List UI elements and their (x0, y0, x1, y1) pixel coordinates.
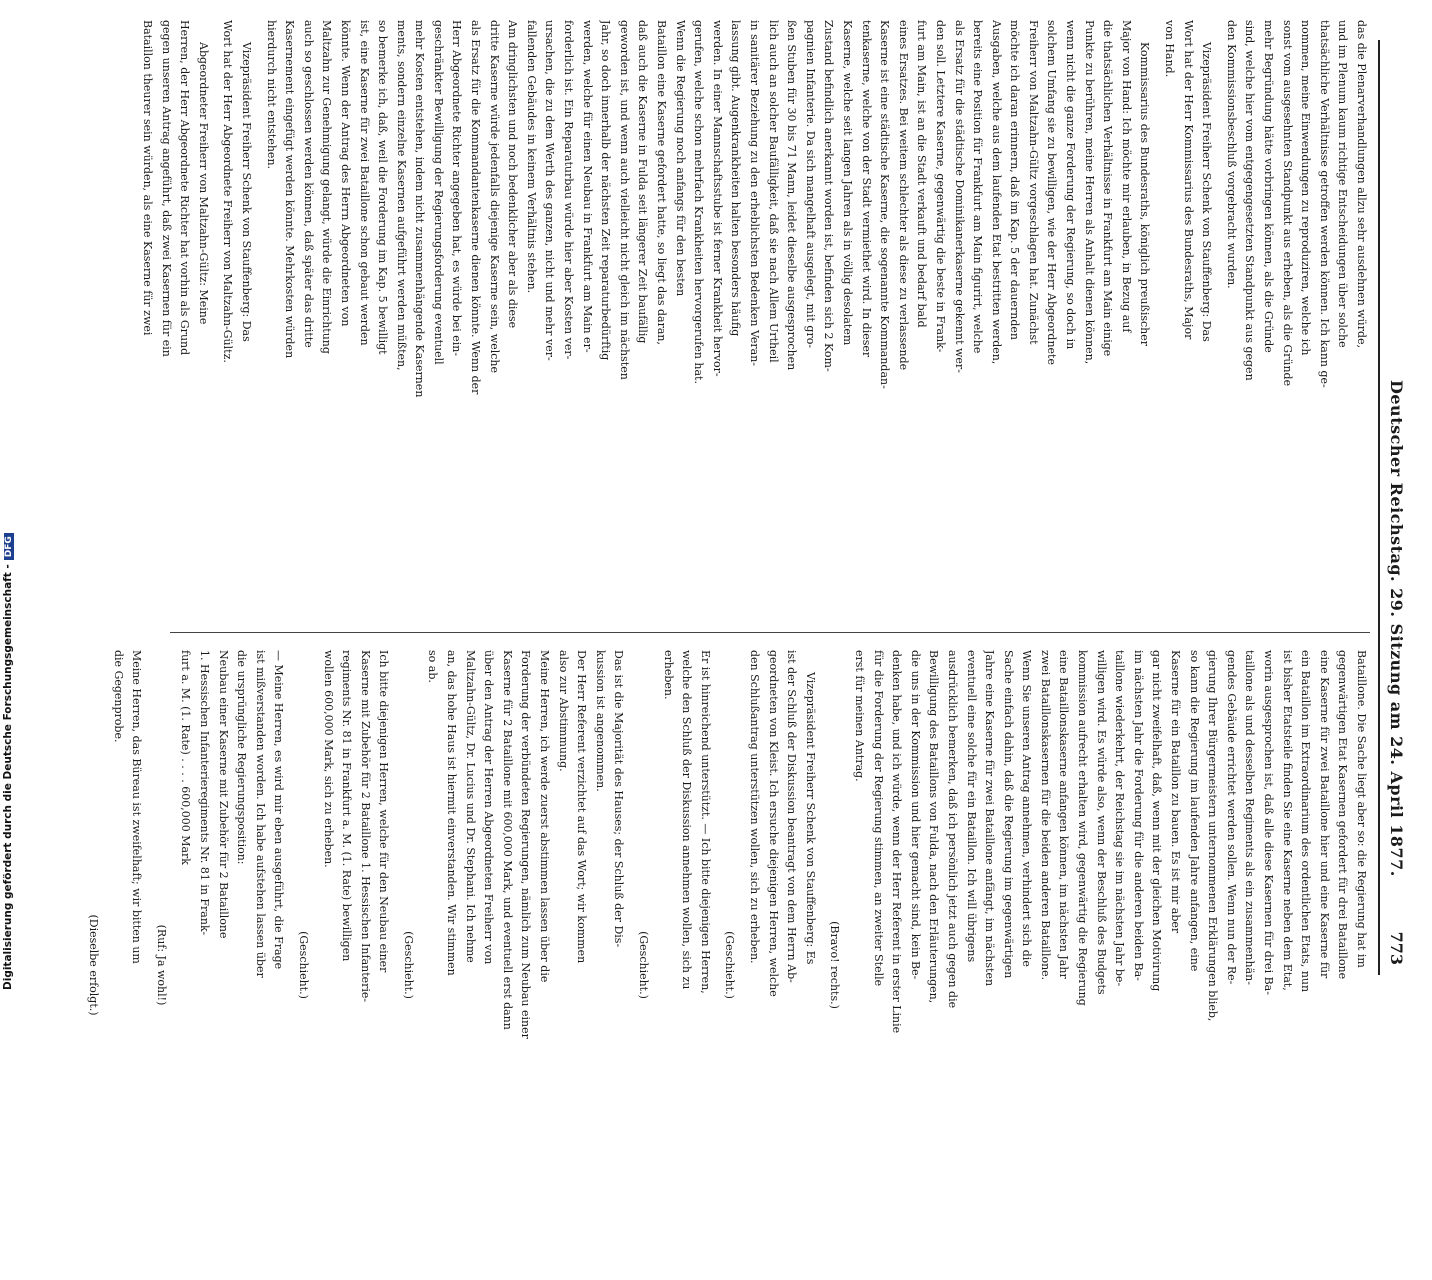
text-line: im nächsten Jahr die Forderung für die anderen beiden Ba- (1131, 650, 1145, 981)
text-line: Punkte zu berühren, meine Herren als Anhalt dienen können, (1082, 20, 1096, 365)
text-line: Bataillone. Die Sache liegt aber so: die Regierung hat im (1355, 650, 1368, 968)
text-line: ßen Stuben für 30 bis 71 Mann, leidet dieselbe ausgesprochen (785, 20, 799, 371)
text-line: welche den Schluß der Diskussion annehmen wollen, sich zu (680, 650, 694, 990)
text-line: dritte Kaserne würde jedenfalls diejenige Kaserne sein, welche (487, 20, 501, 373)
text-line: die ursprüngliche Regierungsposition: (235, 650, 249, 865)
text-line: Meine Herren, ich werde zuerst abstimmen lassen über die (538, 650, 552, 983)
text-line: eine Bataillonskaserne anfangen können, im nächsten Jahr (1057, 650, 1071, 979)
paragraph-gap (170, 650, 176, 1280)
text-line: Wenn die Regierung noch anfangs für den besten (673, 20, 687, 297)
text-line: furt a. M. (1. Rate) . . . . 600,000 Mark (179, 650, 193, 865)
text-line: erst für meinen Antrag. (852, 650, 866, 782)
text-line: gierung Ihrer Bürgermeistern unternommenen Erklärungen blieb, (1206, 650, 1220, 1022)
text-line: gegen unseren Antrag angeführt, daß zwei Kasernen für ein (159, 20, 173, 357)
paragraph-gap (652, 650, 658, 1280)
text-line: den Schlußantrag unterstützen wollen, sich zu erheben. (748, 650, 761, 964)
paragraph-gap (714, 650, 720, 1280)
text-line: geworden ist, und wenn auch vielleicht nicht gleich im nächsten (617, 20, 631, 380)
text-line: sind, welche hier vom entgegengesetzten Standpunkt aus gegen (1243, 20, 1257, 381)
dfg-logo-icon: DFG (4, 533, 14, 560)
text-line: 1. Hessischen Infanterieregiments Nr. 81 in Frank- (197, 650, 211, 936)
text-line: die uns in der Kommission und hier gemacht sind, kein Be- (908, 650, 922, 980)
text-line: als Ersatz für die städtische Dominikanerkaserne gekennt wer- (952, 20, 966, 373)
document-page (87, 10, 1410, 1039)
text-line: eine Kaserne für zwei Bataillone hier und eine Kaserne für (1317, 650, 1331, 979)
text-line: ist, eine Kaserne für zwei Bataillone schon gebaut werden (357, 20, 371, 346)
text-line: Sache einfach dahin, daß die Regierung im gegenwärtigen (1001, 650, 1015, 979)
text-line: furt am Main, ist an die Stadt verkauft und bedarf bald (915, 20, 929, 328)
text-line: gerufen, welche schon mehrfach Krankheiten hervorgerufen hat. (692, 20, 706, 384)
text-line: (Bravo! rechts.) (828, 921, 842, 1009)
text-line: bereits eine Position für Frankfurt am Main figurirt, welche (971, 20, 985, 354)
text-line: wenn nicht die ganze Forderung der Regierung, so doch in (1064, 20, 1078, 350)
text-line: worin ausgesprochen ist, daß alle diese Kasernen für drei Ba- (1262, 650, 1276, 995)
text-line: lassung gibt. Augenkrankheiten halten besonders häufig (729, 20, 743, 337)
text-line: das die Plenarverhandlungen allzu sehr ausdehnen würde, (1355, 20, 1368, 349)
text-line: den Kommissionsbeschluß vorgebracht wurden. (1224, 20, 1238, 289)
text-line: so bemerke ich, daß, weil die Forderung im Kap. 5 bewilligt (376, 20, 390, 355)
text-line: geschränkter Bewilligung der Regierungsforderung eventuell (431, 20, 445, 365)
text-line: willigen wird. Es würde also, wenn der Beschluß des Budgets (1094, 650, 1108, 995)
page-header (1382, 40, 1406, 965)
text-line: die thatsächlichen Verhältnisse in Frankfurt am Main einige (1101, 20, 1115, 357)
text-line: fallenden Gebäudes in keinem Verhältnis stehen. (524, 20, 538, 294)
text-line: Maltzahn zur Genehmigung gelangt, würde die Einrichtung (320, 20, 334, 354)
text-line: Bataillon eine Kaserne gefordert hatte, so liegt das daran, (655, 20, 669, 345)
digitization-sidebar (0, 0, 18, 1000)
text-line: die Gegenprobe. (111, 650, 125, 743)
page-number: 773 (1387, 931, 1406, 965)
text-line: hierdurch nicht entstehen. (264, 20, 278, 170)
text-line: denken habe, und ich würde, wenn der Herr Referent in erster Linie (890, 650, 904, 1034)
text-line: möchte ich daran erinnern, daß im Kap. 5 der dauernden (1008, 20, 1022, 340)
text-line: tenkaserne, welche von der Stadt vermiethet wird. In dieser (859, 20, 873, 358)
text-line: eines Ersatzes. Bei weitem schlechter als diese zu verlassende (896, 20, 910, 371)
text-line: ein Bataillon im Extraordinarium des ordentlichen Etats, nun (1299, 650, 1313, 993)
text-line: Kasernement eingefügt werden könnte. Mehrkosten würden (283, 20, 297, 359)
text-line: kommission aufrecht erhalten wird, gegenwärtig die Regierung (1076, 650, 1090, 1006)
text-line: Er ist hinreichend unterstützt. — Ich bitte diejenigen Herren, (698, 650, 712, 994)
text-line: eventuell eine solche für ein Bataillon. Ich will übrigens (964, 650, 978, 963)
text-line: Kaserne für ein Bataillon zu bauen. Es ist mir aber (1169, 650, 1183, 934)
text-line: nommen, meine Einwendungen zu reproduziren, welche ich (1299, 20, 1313, 356)
text-line: (Geschieht.) (637, 931, 651, 999)
text-line: könnte. Wenn der Antrag des Herrn Abgeordneten von (338, 20, 352, 327)
text-line: ursachen, die zu dem Werth des ganzen, nicht und mehr ver- (543, 20, 557, 361)
text-line: wollen 600,000 Mark, sich zu erheben. (321, 650, 335, 868)
text-line: Zustand befindlich anerkannt worden ist, befinden sich 2 Kom- (822, 20, 836, 372)
text-line: Ich bitte diejenigen Herren, welche für den Neubau einer (377, 650, 391, 973)
text-line: Maltzahn-Gültz, Dr. Lucius und Dr. Stephani. Ich nehme (463, 650, 477, 963)
text-line: an, das hohe Haus ist hiermit einverstanden. Wir stimmen (445, 650, 459, 976)
text-line: ments, sondern einzelne Kasernen aufgeführt werden müßten, (394, 20, 408, 371)
text-line: Jahr, so doch innerhalb der nächsten Zeit reparaturbedürftig (599, 20, 613, 361)
text-line: auch so geschlossen werden können, daß später das dritte (301, 20, 315, 348)
text-line: Kaserne, welche seit langen Jahren als in völlig desolatem (840, 20, 854, 346)
text-line: gegenwärtigen Etat Kasernen gefordert für drei Bataillone (1336, 650, 1350, 980)
right-column (83, 650, 1370, 1280)
text-line: Wort hat der Herr Abgeordnete Freiherr von Maltzahn-Gültz. (221, 20, 235, 363)
text-line: werden. In einer Mannschaftsstube ist ferner Krankheit hervor- (710, 20, 724, 377)
text-line: ausdrücklich bemerken, daß ich persönlich jetzt auch gegen die (945, 650, 959, 1009)
text-line: also zur Abstimmung. (556, 650, 570, 772)
text-line: Major von Hand: Ich möchte mir erlauben, in Bezug auf (1119, 20, 1133, 333)
paragraph-gap (819, 650, 825, 1280)
text-line: geordneten von Kleist. Ich ersuche diejenigen Herren, welche (766, 650, 780, 997)
paragraph-gap (417, 650, 423, 1280)
text-line: gar nicht zweifelhaft, daß, wenn mit der gleichen Motivirung (1150, 650, 1164, 992)
text-line: (Geschieht.) (296, 931, 310, 999)
text-line: Wort hat der Herr Kommissarius des Bundesraths, Major (1181, 20, 1195, 340)
text-line: — Meine Herren, es wird mir eben ausgeführt, die Frage (272, 650, 286, 970)
text-line: werden, welche für einen Neubau in Frankfurt am Main er- (580, 20, 594, 353)
text-line: solchem Umfang sie zu bewilligen, wie der Herr Abgeordnete (1045, 20, 1059, 365)
text-line: in sanitärer Beziehung zu den erheblichsten Bedenken Veran- (748, 20, 761, 367)
text-line: mehr Begründung hätte vorbringen können, als die Gründe (1262, 20, 1276, 353)
text-line: (Geschieht.) (401, 931, 415, 999)
text-line: Forderung der verbündeten Regierungen, nämlich zum Neubau einer (519, 650, 533, 1039)
text-line: (Dieselbe erfolgt.) (87, 914, 100, 1016)
text-line: thatsächliche Verhältnisse getroffen werden können. Ich kann ge- (1317, 20, 1331, 388)
text-line: erheben. (661, 650, 675, 700)
text-line: (Geschieht.) (723, 931, 737, 999)
text-line: Meine Herren, das Büreau ist zweifelhaft; wir bitten um (130, 650, 144, 964)
left-column (137, 20, 1370, 620)
text-line: Vizepräsident Freiherr Schenk von Stauffenberg: Das (1200, 42, 1214, 342)
text-line: Abgeordneter Freiherr von Maltzahn-Gültz: Meine (196, 42, 210, 325)
text-line: für die Forderung der Regierung stimmen, an zweiter Stelle (871, 650, 885, 987)
text-line: als Ersatz für die Kommandantenkaserne dienen könnte. Wenn der (469, 20, 483, 395)
text-line: Jahre eine Kaserne für zwei Bataillone anfängt, im nächsten (983, 650, 997, 987)
column-divider (170, 632, 1370, 633)
running-title: Deutscher Reichstag. 29. Sitzung am 24. April 1877. (1387, 380, 1406, 877)
text-line: Das ist die Majorität des Hauses; der Schluß der Dis- (612, 650, 626, 948)
text-line: kussion ist angenommen. (593, 650, 607, 792)
paragraph-gap (1153, 20, 1159, 620)
text-line: ist der Schluß der Diskussion beantragt von dem Herrn Ab- (785, 650, 799, 983)
text-line: Bewilligung des Bataillons von Fulda, nach den Erläuterungen, (927, 650, 941, 1004)
text-line: Der Herr Referent verzichtet auf das Wort; wir kommen (575, 650, 589, 964)
header-rule (1378, 40, 1380, 975)
text-line: Kaserne für 2 Bataillone mit 600,000 Mark, und eventuell erst dann (500, 650, 514, 1030)
text-line: forderlich ist. Ein Reparaturbau würde hier aber Kosten ver- (562, 20, 576, 360)
text-line: (Ruf: Ja wohl!) (154, 924, 168, 1006)
text-line: und im Plenum kaum richtige Entscheidungen über solche (1336, 20, 1350, 348)
paragraph-gap (212, 20, 218, 620)
text-line: so ab. (426, 650, 440, 683)
text-line: Bataillon theurer sein würden, als eine Kaserne für zwei (141, 20, 154, 336)
text-line: daß auch die Kaserne in Fulda seit längerer Zeit baufällig (636, 20, 650, 344)
text-line: von Hand. (1163, 20, 1177, 78)
text-line: Vizepräsident Freiherr Schenk von Stauffenberg: Das (239, 42, 253, 342)
digitization-credit (2, 533, 14, 990)
text-line: Wenn Sie unseren Antrag annehmen, verhindert sich die (1020, 650, 1034, 967)
text-line: taillone wiederkehrt, der Reichstag sie im nächsten Jahr be- (1113, 650, 1127, 987)
text-line: über den Antrag der Herren Abgeordneten Freiherr von (482, 650, 496, 965)
text-line: Am dringlichsten und noch bedenklicher aber als diese (506, 20, 520, 329)
text-line: ist bisher Etatsteile finden Sie eine Kaserne neben dem Etat, (1280, 650, 1294, 991)
paragraph-gap (102, 650, 108, 1280)
credit-text: Digitalisierung gefördert durch die Deutsche Forschungsgemeinschaft - (2, 564, 14, 990)
text-line: Kaserne mit Zubehör für 2 Bataillone 1. Hessischen Infanterie- (358, 650, 372, 1003)
text-line: Neubau einer Kaserne mit Zubehör für 2 Bataillone (216, 650, 230, 939)
text-line: regiments Nr. 81 in Frankfurt a. M. (1. Rate) bewilligen (340, 650, 354, 962)
text-line: den soll. Letztere Kaserne, gegenwärtig die beste in Frank- (933, 20, 947, 353)
text-line: pagnien Infanterie. Da sich mangelhaft ausgelegt, mit gro- (803, 20, 817, 349)
text-line: mehr Kosten entstehen, indem nicht zusammenhängende Kasernen (413, 20, 427, 398)
text-line: gendes Gebäude errichtet werden sollen. Wenn nun der Re- (1224, 650, 1238, 985)
text-line: sonst vom ausgesehnten Standpunkt aus erheben, als die Gründe (1280, 20, 1294, 387)
text-line: Herr Abgeordnete Richter angegeben hat, es würde bei ein- (450, 20, 464, 357)
text-line: taillone als und desselben Regiments als ein zusammenhän- (1243, 650, 1257, 985)
text-line: Freiherr von Maltzahn-Gültz vorgeschlagen hat. Zunächst (1026, 20, 1040, 345)
text-line: Herren, der Herr Abgeordnete Richter hat vorhin als Grund (178, 20, 192, 356)
text-line: so kann die Regierung im laufenden Jahre anfangen, eine (1187, 650, 1201, 972)
text-line: ist mißverstanden worden. Ich habe aufstehen lassen über (253, 650, 267, 978)
text-line: lich auch an solcher Baufälligkeit, daß sie nach Allem Urtheil (766, 20, 780, 363)
text-line: zwei Bataillonskasernen für die beiden anderen Bataillone. (1038, 650, 1052, 981)
text-line: Kaserne ist eine städtische Kaserne, die sogenannte Kommandan- (878, 20, 892, 389)
text-line: Kommissarius des Bundesraths, königlich preußischer (1138, 42, 1152, 347)
text-line: Ausgaben, welche aus dem laufenden Etat bestritten werden, (989, 20, 1003, 365)
text-line: Vizepräsident Freiherr Schenk von Stauffenberg: Es (803, 672, 817, 965)
